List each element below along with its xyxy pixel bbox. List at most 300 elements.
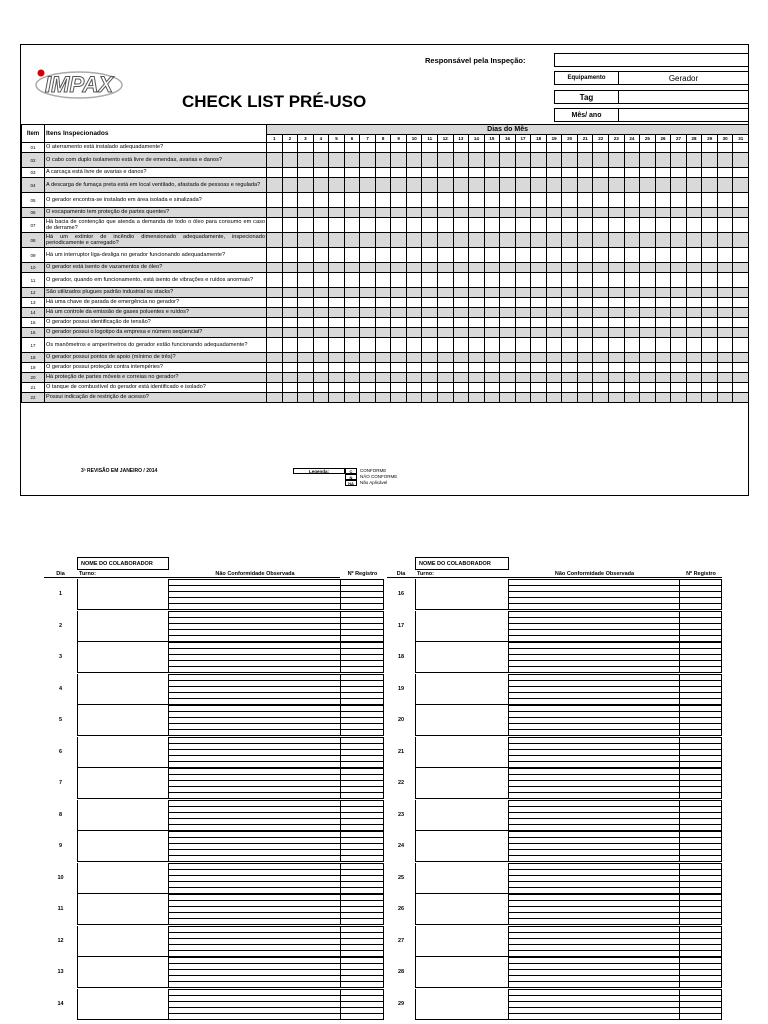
check-cell-day-18[interactable] — [531, 193, 547, 208]
check-cell-day-12[interactable] — [438, 143, 454, 153]
check-cell-day-12[interactable] — [438, 393, 454, 403]
check-cell-day-10[interactable] — [406, 193, 422, 208]
check-cell-day-1[interactable] — [267, 208, 283, 218]
check-cell-day-11[interactable] — [422, 143, 438, 153]
check-cell-day-20[interactable] — [562, 318, 578, 328]
check-cell-day-23[interactable] — [609, 153, 625, 168]
check-cell-day-3[interactable] — [298, 383, 314, 393]
check-cell-day-10[interactable] — [406, 143, 422, 153]
check-cell-day-22[interactable] — [593, 298, 609, 308]
day-registro-cell[interactable] — [341, 674, 384, 705]
check-cell-day-27[interactable] — [671, 318, 687, 328]
check-cell-day-25[interactable] — [640, 353, 656, 363]
check-cell-day-21[interactable] — [577, 233, 593, 248]
check-cell-day-8[interactable] — [375, 288, 391, 298]
day-collaborator-cell[interactable] — [77, 768, 169, 799]
check-cell-day-16[interactable] — [500, 373, 516, 383]
day-collaborator-cell[interactable] — [415, 800, 509, 831]
check-cell-day-5[interactable] — [329, 393, 345, 403]
check-cell-day-30[interactable] — [717, 143, 733, 153]
check-cell-day-26[interactable] — [655, 248, 671, 263]
check-cell-day-14[interactable] — [469, 263, 485, 273]
check-cell-day-25[interactable] — [640, 373, 656, 383]
check-cell-day-9[interactable] — [391, 178, 407, 193]
check-cell-day-21[interactable] — [577, 393, 593, 403]
check-cell-day-13[interactable] — [453, 393, 469, 403]
check-cell-day-9[interactable] — [391, 338, 407, 353]
day-nonconformity-cell[interactable] — [169, 579, 341, 610]
check-cell-day-8[interactable] — [375, 363, 391, 373]
check-cell-day-25[interactable] — [640, 233, 656, 248]
check-cell-day-25[interactable] — [640, 153, 656, 168]
check-cell-day-19[interactable] — [546, 218, 562, 233]
check-cell-day-25[interactable] — [640, 363, 656, 373]
check-cell-day-24[interactable] — [624, 248, 640, 263]
check-cell-day-5[interactable] — [329, 353, 345, 363]
check-cell-day-19[interactable] — [546, 393, 562, 403]
check-cell-day-13[interactable] — [453, 273, 469, 288]
check-cell-day-6[interactable] — [344, 338, 360, 353]
check-cell-day-11[interactable] — [422, 168, 438, 178]
check-cell-day-19[interactable] — [546, 353, 562, 363]
check-cell-day-21[interactable] — [577, 353, 593, 363]
day-registro-cell[interactable] — [341, 642, 384, 673]
check-cell-day-1[interactable] — [267, 298, 283, 308]
day-nonconformity-cell[interactable] — [509, 642, 680, 673]
check-cell-day-30[interactable] — [717, 218, 733, 233]
day-registro-cell[interactable] — [680, 989, 722, 1020]
check-cell-day-2[interactable] — [282, 208, 298, 218]
check-cell-day-20[interactable] — [562, 273, 578, 288]
check-cell-day-1[interactable] — [267, 153, 283, 168]
check-cell-day-6[interactable] — [344, 218, 360, 233]
check-cell-day-16[interactable] — [500, 353, 516, 363]
check-cell-day-28[interactable] — [686, 328, 702, 338]
check-cell-day-8[interactable] — [375, 233, 391, 248]
check-cell-day-2[interactable] — [282, 178, 298, 193]
check-cell-day-18[interactable] — [531, 248, 547, 263]
check-cell-day-19[interactable] — [546, 208, 562, 218]
check-cell-day-1[interactable] — [267, 218, 283, 233]
check-cell-day-20[interactable] — [562, 248, 578, 263]
check-cell-day-14[interactable] — [469, 273, 485, 288]
check-cell-day-25[interactable] — [640, 273, 656, 288]
day-registro-cell[interactable] — [680, 579, 722, 610]
check-cell-day-28[interactable] — [686, 363, 702, 373]
day-nonconformity-cell[interactable] — [509, 705, 680, 736]
check-cell-day-16[interactable] — [500, 153, 516, 168]
day-registro-cell[interactable] — [341, 894, 384, 925]
check-cell-day-13[interactable] — [453, 288, 469, 298]
check-cell-day-30[interactable] — [717, 168, 733, 178]
check-cell-day-22[interactable] — [593, 353, 609, 363]
day-registro-cell[interactable] — [680, 642, 722, 673]
check-cell-day-11[interactable] — [422, 178, 438, 193]
check-cell-day-10[interactable] — [406, 383, 422, 393]
check-cell-day-25[interactable] — [640, 248, 656, 263]
check-cell-day-17[interactable] — [515, 273, 531, 288]
check-cell-day-16[interactable] — [500, 298, 516, 308]
check-cell-day-9[interactable] — [391, 263, 407, 273]
check-cell-day-16[interactable] — [500, 318, 516, 328]
check-cell-day-14[interactable] — [469, 318, 485, 328]
check-cell-day-5[interactable] — [329, 178, 345, 193]
day-registro-cell[interactable] — [680, 894, 722, 925]
check-cell-day-17[interactable] — [515, 383, 531, 393]
check-cell-day-10[interactable] — [406, 363, 422, 373]
check-cell-day-14[interactable] — [469, 288, 485, 298]
check-cell-day-13[interactable] — [453, 178, 469, 193]
check-cell-day-2[interactable] — [282, 143, 298, 153]
check-cell-day-31[interactable] — [733, 143, 749, 153]
check-cell-day-10[interactable] — [406, 353, 422, 363]
check-cell-day-21[interactable] — [577, 328, 593, 338]
check-cell-day-5[interactable] — [329, 363, 345, 373]
day-nonconformity-cell[interactable] — [169, 957, 341, 988]
check-cell-day-25[interactable] — [640, 193, 656, 208]
check-cell-day-24[interactable] — [624, 383, 640, 393]
check-cell-day-18[interactable] — [531, 383, 547, 393]
check-cell-day-17[interactable] — [515, 393, 531, 403]
day-nonconformity-cell[interactable] — [169, 737, 341, 768]
check-cell-day-31[interactable] — [733, 178, 749, 193]
check-cell-day-10[interactable] — [406, 233, 422, 248]
check-cell-day-31[interactable] — [733, 318, 749, 328]
check-cell-day-17[interactable] — [515, 308, 531, 318]
collaborator-name-box[interactable]: NOME DO COLABORADOR — [77, 557, 169, 570]
check-cell-day-30[interactable] — [717, 298, 733, 308]
day-collaborator-cell[interactable] — [415, 579, 509, 610]
check-cell-day-30[interactable] — [717, 338, 733, 353]
check-cell-day-12[interactable] — [438, 208, 454, 218]
check-cell-day-25[interactable] — [640, 328, 656, 338]
day-collaborator-cell[interactable] — [415, 863, 509, 894]
day-registro-cell[interactable] — [680, 705, 722, 736]
check-cell-day-3[interactable] — [298, 273, 314, 288]
day-collaborator-cell[interactable] — [77, 579, 169, 610]
check-cell-day-26[interactable] — [655, 308, 671, 318]
check-cell-day-4[interactable] — [313, 373, 329, 383]
day-registro-cell[interactable] — [341, 831, 384, 862]
check-cell-day-29[interactable] — [702, 338, 718, 353]
check-cell-day-22[interactable] — [593, 233, 609, 248]
check-cell-day-6[interactable] — [344, 248, 360, 263]
check-cell-day-4[interactable] — [313, 248, 329, 263]
check-cell-day-6[interactable] — [344, 308, 360, 318]
check-cell-day-13[interactable] — [453, 218, 469, 233]
day-collaborator-cell[interactable] — [415, 831, 509, 862]
check-cell-day-24[interactable] — [624, 393, 640, 403]
check-cell-day-13[interactable] — [453, 298, 469, 308]
check-cell-day-16[interactable] — [500, 328, 516, 338]
check-cell-day-3[interactable] — [298, 178, 314, 193]
check-cell-day-3[interactable] — [298, 338, 314, 353]
check-cell-day-8[interactable] — [375, 353, 391, 363]
check-cell-day-2[interactable] — [282, 263, 298, 273]
check-cell-day-26[interactable] — [655, 273, 671, 288]
check-cell-day-3[interactable] — [298, 143, 314, 153]
check-cell-day-8[interactable] — [375, 168, 391, 178]
check-cell-day-20[interactable] — [562, 298, 578, 308]
check-cell-day-13[interactable] — [453, 193, 469, 208]
check-cell-day-1[interactable] — [267, 193, 283, 208]
check-cell-day-22[interactable] — [593, 288, 609, 298]
check-cell-day-21[interactable] — [577, 143, 593, 153]
check-cell-day-28[interactable] — [686, 318, 702, 328]
check-cell-day-22[interactable] — [593, 318, 609, 328]
check-cell-day-28[interactable] — [686, 233, 702, 248]
day-registro-cell[interactable] — [680, 800, 722, 831]
check-cell-day-26[interactable] — [655, 298, 671, 308]
check-cell-day-17[interactable] — [515, 193, 531, 208]
check-cell-day-17[interactable] — [515, 373, 531, 383]
check-cell-day-21[interactable] — [577, 263, 593, 273]
check-cell-day-23[interactable] — [609, 248, 625, 263]
check-cell-day-4[interactable] — [313, 338, 329, 353]
check-cell-day-2[interactable] — [282, 338, 298, 353]
check-cell-day-22[interactable] — [593, 248, 609, 263]
check-cell-day-9[interactable] — [391, 393, 407, 403]
check-cell-day-16[interactable] — [500, 248, 516, 263]
check-cell-day-14[interactable] — [469, 168, 485, 178]
check-cell-day-10[interactable] — [406, 393, 422, 403]
check-cell-day-16[interactable] — [500, 233, 516, 248]
check-cell-day-29[interactable] — [702, 308, 718, 318]
check-cell-day-15[interactable] — [484, 273, 500, 288]
check-cell-day-15[interactable] — [484, 233, 500, 248]
check-cell-day-9[interactable] — [391, 308, 407, 318]
check-cell-day-20[interactable] — [562, 363, 578, 373]
check-cell-day-18[interactable] — [531, 153, 547, 168]
check-cell-day-13[interactable] — [453, 363, 469, 373]
check-cell-day-1[interactable] — [267, 288, 283, 298]
check-cell-day-31[interactable] — [733, 233, 749, 248]
check-cell-day-15[interactable] — [484, 328, 500, 338]
check-cell-day-9[interactable] — [391, 208, 407, 218]
check-cell-day-9[interactable] — [391, 273, 407, 288]
check-cell-day-6[interactable] — [344, 328, 360, 338]
check-cell-day-13[interactable] — [453, 338, 469, 353]
check-cell-day-31[interactable] — [733, 153, 749, 168]
check-cell-day-2[interactable] — [282, 328, 298, 338]
check-cell-day-10[interactable] — [406, 373, 422, 383]
check-cell-day-13[interactable] — [453, 328, 469, 338]
check-cell-day-25[interactable] — [640, 143, 656, 153]
check-cell-day-17[interactable] — [515, 153, 531, 168]
check-cell-day-22[interactable] — [593, 393, 609, 403]
day-collaborator-cell[interactable] — [77, 863, 169, 894]
check-cell-day-31[interactable] — [733, 263, 749, 273]
check-cell-day-29[interactable] — [702, 363, 718, 373]
check-cell-day-8[interactable] — [375, 308, 391, 318]
check-cell-day-12[interactable] — [438, 353, 454, 363]
check-cell-day-28[interactable] — [686, 143, 702, 153]
check-cell-day-31[interactable] — [733, 373, 749, 383]
check-cell-day-4[interactable] — [313, 298, 329, 308]
check-cell-day-16[interactable] — [500, 168, 516, 178]
check-cell-day-22[interactable] — [593, 273, 609, 288]
check-cell-day-19[interactable] — [546, 338, 562, 353]
check-cell-day-14[interactable] — [469, 193, 485, 208]
check-cell-day-26[interactable] — [655, 218, 671, 233]
check-cell-day-15[interactable] — [484, 248, 500, 263]
check-cell-day-5[interactable] — [329, 168, 345, 178]
check-cell-day-5[interactable] — [329, 193, 345, 208]
check-cell-day-28[interactable] — [686, 248, 702, 263]
check-cell-day-11[interactable] — [422, 263, 438, 273]
check-cell-day-4[interactable] — [313, 273, 329, 288]
check-cell-day-15[interactable] — [484, 193, 500, 208]
check-cell-day-9[interactable] — [391, 193, 407, 208]
check-cell-day-27[interactable] — [671, 383, 687, 393]
check-cell-day-14[interactable] — [469, 208, 485, 218]
check-cell-day-29[interactable] — [702, 383, 718, 393]
day-registro-cell[interactable] — [341, 800, 384, 831]
check-cell-day-13[interactable] — [453, 168, 469, 178]
check-cell-day-20[interactable] — [562, 263, 578, 273]
check-cell-day-26[interactable] — [655, 373, 671, 383]
check-cell-day-19[interactable] — [546, 288, 562, 298]
day-nonconformity-cell[interactable] — [169, 926, 341, 957]
check-cell-day-13[interactable] — [453, 383, 469, 393]
check-cell-day-5[interactable] — [329, 218, 345, 233]
check-cell-day-4[interactable] — [313, 193, 329, 208]
check-cell-day-7[interactable] — [360, 143, 376, 153]
check-cell-day-6[interactable] — [344, 393, 360, 403]
check-cell-day-22[interactable] — [593, 383, 609, 393]
check-cell-day-23[interactable] — [609, 143, 625, 153]
check-cell-day-23[interactable] — [609, 208, 625, 218]
check-cell-day-19[interactable] — [546, 363, 562, 373]
day-registro-cell[interactable] — [341, 957, 384, 988]
day-nonconformity-cell[interactable] — [169, 674, 341, 705]
check-cell-day-15[interactable] — [484, 263, 500, 273]
check-cell-day-31[interactable] — [733, 288, 749, 298]
check-cell-day-11[interactable] — [422, 208, 438, 218]
check-cell-day-20[interactable] — [562, 308, 578, 318]
check-cell-day-22[interactable] — [593, 328, 609, 338]
check-cell-day-18[interactable] — [531, 363, 547, 373]
day-registro-cell[interactable] — [680, 926, 722, 957]
check-cell-day-17[interactable] — [515, 338, 531, 353]
day-nonconformity-cell[interactable] — [509, 674, 680, 705]
check-cell-day-8[interactable] — [375, 393, 391, 403]
day-collaborator-cell[interactable] — [77, 737, 169, 768]
check-cell-day-15[interactable] — [484, 318, 500, 328]
day-registro-cell[interactable] — [680, 674, 722, 705]
check-cell-day-11[interactable] — [422, 318, 438, 328]
day-collaborator-cell[interactable] — [77, 831, 169, 862]
check-cell-day-31[interactable] — [733, 383, 749, 393]
check-cell-day-7[interactable] — [360, 383, 376, 393]
check-cell-day-2[interactable] — [282, 383, 298, 393]
check-cell-day-20[interactable] — [562, 218, 578, 233]
day-nonconformity-cell[interactable] — [509, 989, 680, 1020]
check-cell-day-15[interactable] — [484, 298, 500, 308]
check-cell-day-27[interactable] — [671, 308, 687, 318]
check-cell-day-11[interactable] — [422, 353, 438, 363]
check-cell-day-11[interactable] — [422, 298, 438, 308]
check-cell-day-6[interactable] — [344, 153, 360, 168]
check-cell-day-23[interactable] — [609, 263, 625, 273]
check-cell-day-30[interactable] — [717, 393, 733, 403]
check-cell-day-19[interactable] — [546, 153, 562, 168]
check-cell-day-8[interactable] — [375, 143, 391, 153]
check-cell-day-24[interactable] — [624, 338, 640, 353]
day-collaborator-cell[interactable] — [415, 768, 509, 799]
check-cell-day-17[interactable] — [515, 363, 531, 373]
day-nonconformity-cell[interactable] — [169, 989, 341, 1020]
check-cell-day-7[interactable] — [360, 168, 376, 178]
check-cell-day-23[interactable] — [609, 193, 625, 208]
check-cell-day-31[interactable] — [733, 308, 749, 318]
day-nonconformity-cell[interactable] — [509, 737, 680, 768]
check-cell-day-2[interactable] — [282, 363, 298, 373]
check-cell-day-7[interactable] — [360, 318, 376, 328]
check-cell-day-8[interactable] — [375, 338, 391, 353]
check-cell-day-6[interactable] — [344, 168, 360, 178]
check-cell-day-4[interactable] — [313, 328, 329, 338]
check-cell-day-3[interactable] — [298, 288, 314, 298]
check-cell-day-8[interactable] — [375, 178, 391, 193]
check-cell-day-11[interactable] — [422, 218, 438, 233]
check-cell-day-23[interactable] — [609, 383, 625, 393]
check-cell-day-24[interactable] — [624, 218, 640, 233]
check-cell-day-11[interactable] — [422, 338, 438, 353]
check-cell-day-12[interactable] — [438, 383, 454, 393]
day-registro-cell[interactable] — [680, 863, 722, 894]
check-cell-day-18[interactable] — [531, 178, 547, 193]
day-collaborator-cell[interactable] — [415, 894, 509, 925]
check-cell-day-7[interactable] — [360, 218, 376, 233]
check-cell-day-4[interactable] — [313, 318, 329, 328]
check-cell-day-20[interactable] — [562, 373, 578, 383]
check-cell-day-12[interactable] — [438, 248, 454, 263]
check-cell-day-21[interactable] — [577, 373, 593, 383]
check-cell-day-27[interactable] — [671, 263, 687, 273]
check-cell-day-11[interactable] — [422, 308, 438, 318]
check-cell-day-20[interactable] — [562, 353, 578, 363]
check-cell-day-12[interactable] — [438, 233, 454, 248]
check-cell-day-8[interactable] — [375, 263, 391, 273]
check-cell-day-14[interactable] — [469, 363, 485, 373]
day-registro-cell[interactable] — [341, 737, 384, 768]
check-cell-day-6[interactable] — [344, 363, 360, 373]
check-cell-day-29[interactable] — [702, 168, 718, 178]
check-cell-day-2[interactable] — [282, 273, 298, 288]
check-cell-day-15[interactable] — [484, 218, 500, 233]
day-collaborator-cell[interactable] — [77, 989, 169, 1020]
check-cell-day-24[interactable] — [624, 143, 640, 153]
check-cell-day-31[interactable] — [733, 353, 749, 363]
check-cell-day-12[interactable] — [438, 373, 454, 383]
check-cell-day-3[interactable] — [298, 218, 314, 233]
check-cell-day-9[interactable] — [391, 288, 407, 298]
check-cell-day-4[interactable] — [313, 208, 329, 218]
check-cell-day-16[interactable] — [500, 263, 516, 273]
check-cell-day-18[interactable] — [531, 318, 547, 328]
check-cell-day-21[interactable] — [577, 178, 593, 193]
check-cell-day-10[interactable] — [406, 153, 422, 168]
check-cell-day-21[interactable] — [577, 153, 593, 168]
equipamento-field[interactable]: Gerador — [618, 71, 749, 85]
day-nonconformity-cell[interactable] — [169, 831, 341, 862]
check-cell-day-2[interactable] — [282, 373, 298, 383]
check-cell-day-31[interactable] — [733, 338, 749, 353]
check-cell-day-24[interactable] — [624, 273, 640, 288]
check-cell-day-23[interactable] — [609, 363, 625, 373]
check-cell-day-23[interactable] — [609, 233, 625, 248]
